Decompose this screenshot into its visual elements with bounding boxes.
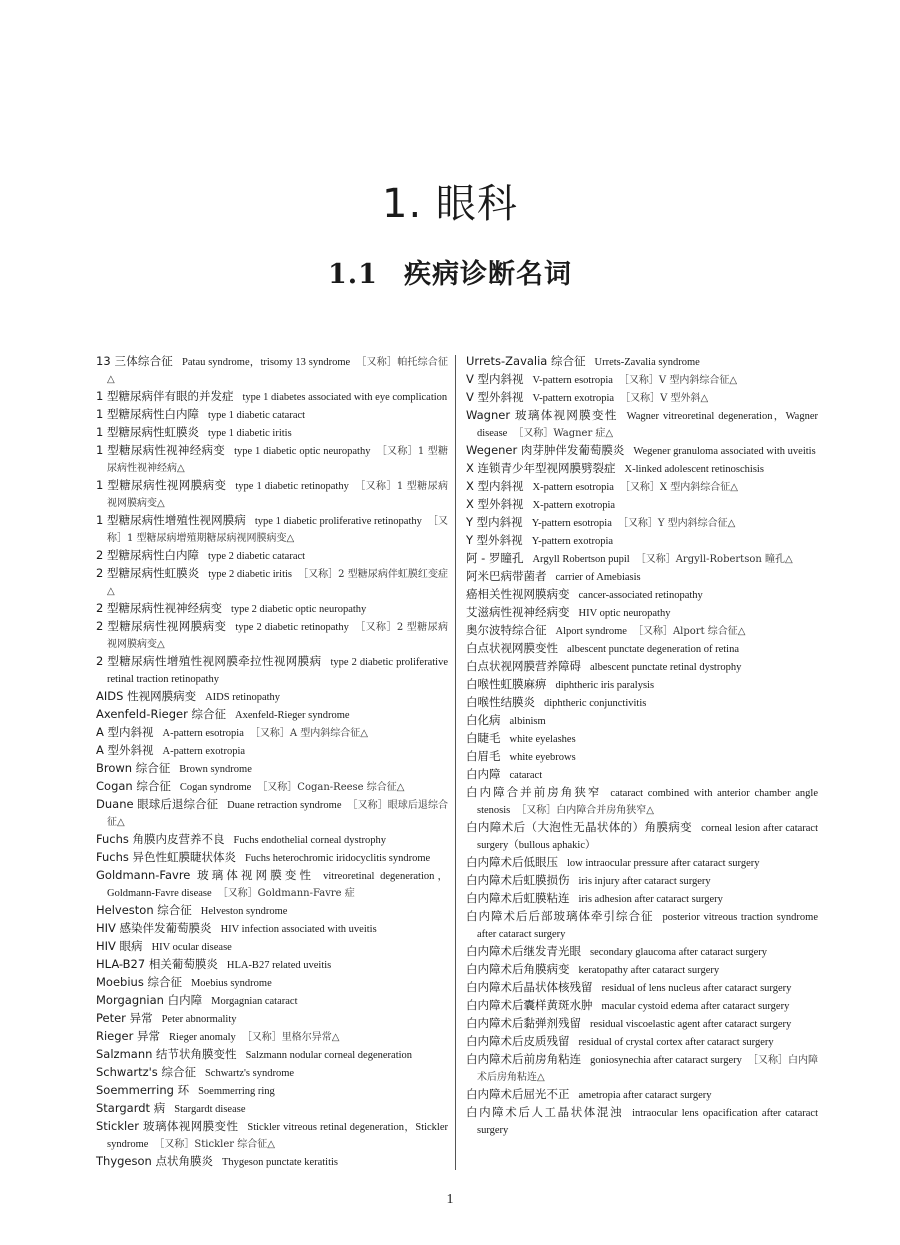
term-entry xyxy=(96,353,448,388)
term-alias: ［又称］帕托综合征△ xyxy=(107,357,449,385)
term-english: X-pattern exotropia xyxy=(532,500,616,511)
term-english: keratopathy after cataract surgery xyxy=(578,965,720,976)
term-chinese: 白内障术后虹膜粘连 xyxy=(466,891,570,905)
term-alias: ［又称］眼球后退综合征△ xyxy=(107,800,448,828)
term-chinese: 1 型糖尿病性增殖性视网膜病 xyxy=(96,513,246,527)
term-chinese: 奥尔波特综合征 xyxy=(466,623,547,637)
term-chinese: Fuchs 角膜内皮营养不良 xyxy=(96,832,225,846)
term-chinese: Thygeson 点状角膜炎 xyxy=(96,1154,213,1168)
term-english: type 2 diabetic cataract xyxy=(207,551,306,562)
term-chinese: 13 三体综合征 xyxy=(96,354,174,368)
term-alias: ［又称］Y 型内斜综合征△ xyxy=(617,518,736,529)
term-chinese: 2 型糖尿病性增殖性视网膜牵拉性视网膜病 xyxy=(96,654,322,668)
term-entry xyxy=(96,477,448,512)
term-chinese: 2 型糖尿病性视网膜病变 xyxy=(96,619,227,633)
term-chinese: 白内障术后黏弹剂残留 xyxy=(466,1016,581,1030)
term-english: Wegener granuloma associated with uveitis xyxy=(633,446,816,457)
term-entry xyxy=(466,854,818,872)
term-entry xyxy=(96,1100,448,1118)
term-entry xyxy=(96,688,448,706)
term-chinese: Helveston 综合征 xyxy=(96,903,192,917)
term-alias: ［又称］V 型外斜△ xyxy=(620,393,709,404)
term-english: goniosynechia after cataract surgery xyxy=(590,1055,742,1066)
term-alias: ［又称］X 型内斜综合征△ xyxy=(619,482,738,493)
term-english: type 2 diabetic retinopathy xyxy=(235,622,349,633)
term-alias: ［又称］Stickler 综合征△ xyxy=(154,1139,275,1150)
term-entry xyxy=(466,890,818,908)
term-chinese: HLA-B27 相关葡萄膜炎 xyxy=(96,957,218,971)
term-entry xyxy=(466,997,818,1015)
term-alias: ［又称］2 型糖尿病视网膜病变△ xyxy=(107,622,448,650)
term-english: HIV optic neuropathy xyxy=(578,608,671,619)
term-chinese: 1 型糖尿病性视神经病变 xyxy=(96,443,226,457)
term-alias: ［又称］里格尔异常△ xyxy=(241,1032,340,1043)
term-entry xyxy=(466,712,818,730)
term-entry xyxy=(466,1086,818,1104)
term-chinese: 白内障术后屈光不正 xyxy=(466,1087,570,1101)
term-chinese: 白化病 xyxy=(466,713,501,727)
term-entry xyxy=(466,1051,818,1086)
term-alias: ［又称］Argyll-Robertson 瞳孔△ xyxy=(635,554,793,565)
term-entry xyxy=(466,730,818,748)
term-entry xyxy=(96,653,448,688)
term-chinese: A 型外斜视 xyxy=(96,743,154,757)
term-entry xyxy=(96,442,448,477)
term-english: diphtheric iris paralysis xyxy=(555,680,655,691)
term-entry xyxy=(466,442,818,460)
term-chinese: 白睫毛 xyxy=(466,731,501,745)
term-english: Wagner vitreoretinal degeneration，Wagner disease xyxy=(477,411,818,439)
term-entry xyxy=(96,1046,448,1064)
term-english: A-pattern esotropia xyxy=(162,728,244,739)
term-entry xyxy=(466,658,818,676)
term-entry xyxy=(466,979,818,997)
term-chinese: 2 型糖尿病性白内障 xyxy=(96,548,199,562)
term-chinese: 2 型糖尿病性虹膜炎 xyxy=(96,566,200,580)
term-chinese: 2 型糖尿病性视神经病变 xyxy=(96,601,222,615)
term-entry xyxy=(96,1010,448,1028)
term-entry xyxy=(466,389,818,407)
term-entry xyxy=(96,1118,448,1153)
term-english: Schwartz's syndrome xyxy=(204,1068,295,1079)
term-entry xyxy=(96,618,448,653)
term-chinese: X 型外斜视 xyxy=(466,497,524,511)
term-chinese: 白内障术后继发青光眼 xyxy=(466,944,581,958)
term-entry xyxy=(96,724,448,742)
term-english: macular cystoid edema after cataract surgery xyxy=(601,1001,790,1012)
term-alias: ［又称］白内障术后房角粘连△ xyxy=(477,1055,819,1083)
term-english: type 1 diabetic iritis xyxy=(207,428,292,439)
term-entry xyxy=(96,406,448,424)
term-chinese: Y 型外斜视 xyxy=(466,533,523,547)
term-chinese: 白内障 xyxy=(466,767,501,781)
term-alias: ［又称］V 型内斜综合征△ xyxy=(618,375,738,386)
term-chinese: 阿 - 罗瞳孔 xyxy=(466,551,524,565)
term-chinese: Morgagnian 白内障 xyxy=(96,993,203,1007)
term-chinese: Fuchs 异色性虹膜睫状体炎 xyxy=(96,850,237,864)
term-chinese: 白喉性结膜炎 xyxy=(466,695,535,709)
term-english: X-linked adolescent retinoschisis xyxy=(624,464,764,475)
term-entry xyxy=(96,831,448,849)
term-chinese: Wegener 肉芽肿伴发葡萄膜炎 xyxy=(466,443,625,457)
term-chinese: Peter 异常 xyxy=(96,1011,153,1025)
term-english: cataract xyxy=(509,770,543,781)
term-entry xyxy=(96,920,448,938)
term-entry xyxy=(466,872,818,890)
term-english: Y-pattern exotropia xyxy=(531,536,614,547)
term-chinese: Goldmann-Favre 玻璃体视网膜变性 xyxy=(96,868,315,882)
term-entry xyxy=(96,956,448,974)
term-english: Argyll Robertson pupil xyxy=(532,554,630,565)
term-chinese: 白内障术后低眼压 xyxy=(466,855,558,869)
term-english: HIV ocular disease xyxy=(151,942,232,953)
term-english: corneal lesion after cataract surgery（bullous aphakic） xyxy=(477,823,819,851)
term-entry xyxy=(466,496,818,514)
term-chinese: V 型内斜视 xyxy=(466,372,524,386)
term-english: AIDS retinopathy xyxy=(205,692,281,703)
term-english: residual of lens nucleus after cataract surgery xyxy=(601,983,792,994)
term-english: Helveston syndrome xyxy=(200,906,288,917)
term-alias: ［又称］1 型糖尿病视网膜病变△ xyxy=(107,481,448,509)
term-chinese: 白内障术后人工晶状体混浊 xyxy=(466,1105,624,1119)
term-english: Y-pattern esotropia xyxy=(531,518,612,529)
term-english: albescent punctate retinal dystrophy xyxy=(590,662,742,673)
term-english: Urrets-Zavalia syndrome xyxy=(594,357,700,368)
term-entry xyxy=(466,622,818,640)
term-chinese: AIDS 性视网膜病变 xyxy=(96,689,197,703)
term-entry xyxy=(96,938,448,956)
term-entry xyxy=(466,353,818,371)
term-alias: ［又称］1 型糖尿病性视神经病△ xyxy=(107,446,448,474)
term-entry xyxy=(466,819,818,854)
term-entry xyxy=(466,371,818,389)
term-entry xyxy=(466,640,818,658)
term-entry xyxy=(96,565,448,600)
term-english: Morgagnian cataract xyxy=(211,996,298,1007)
term-chinese: Rieger 异常 xyxy=(96,1029,161,1043)
term-entry xyxy=(466,961,818,979)
term-english: type 1 diabetic retinopathy xyxy=(235,481,349,492)
term-english: Fuchs heterochromic iridocyclitis syndrome xyxy=(245,853,431,864)
term-entry xyxy=(466,478,818,496)
term-english: type 1 diabetic cataract xyxy=(207,410,306,421)
term-chinese: Stickler 玻璃体视网膜变性 xyxy=(96,1119,239,1133)
page-number: 1 xyxy=(446,1192,454,1207)
term-entry xyxy=(96,424,448,442)
term-english: Peter abnormality xyxy=(161,1014,237,1025)
term-english: Alport syndrome xyxy=(555,626,627,637)
term-entry xyxy=(96,388,448,406)
term-chinese: 1 型糖尿病性视网膜病变 xyxy=(96,478,227,492)
term-english: cataract combined with anterior chamber angle stenosis xyxy=(477,788,818,816)
term-english: Duane retraction syndrome xyxy=(227,800,342,811)
term-chinese: 白眉毛 xyxy=(466,749,501,763)
term-english: HLA-B27 related uveitis xyxy=(226,960,332,971)
term-english: posterior vitreous traction syndrome after cataract surgery xyxy=(477,912,819,940)
term-english: Rieger anomaly xyxy=(169,1032,236,1043)
term-chinese: V 型外斜视 xyxy=(466,390,524,404)
term-chinese: 白内障术后虹膜损伤 xyxy=(466,873,570,887)
term-chinese: 白内障术后（大泡性无晶状体的）角膜病变 xyxy=(466,820,693,834)
term-english: type 1 diabetic proliferative retinopathy xyxy=(254,516,422,527)
term-english: Salzmann nodular corneal degeneration xyxy=(245,1050,413,1061)
term-entry xyxy=(96,547,448,565)
left-column xyxy=(96,353,448,1171)
term-alias: ［又称］A 型内斜综合征△ xyxy=(249,728,368,739)
term-chinese: Cogan 综合征 xyxy=(96,779,171,793)
term-english: Brown syndrome xyxy=(179,764,252,775)
term-entry xyxy=(96,1082,448,1100)
section-title xyxy=(0,252,900,291)
term-chinese: Salzmann 结节状角膜变性 xyxy=(96,1047,237,1061)
term-entry xyxy=(96,992,448,1010)
term-chinese: Soemmerring 环 xyxy=(96,1083,190,1097)
term-entry xyxy=(96,778,448,796)
term-english: iris adhesion after cataract surgery xyxy=(578,894,723,905)
term-english: iris injury after cataract surgery xyxy=(578,876,711,887)
column-divider xyxy=(455,355,456,1170)
section-number: 1.1 xyxy=(328,259,378,291)
term-english: Moebius syndrome xyxy=(190,978,272,989)
term-english: A-pattern exotropia xyxy=(162,746,246,757)
term-english: Stickler vitreous retinal degeneration，Stickler syndrome xyxy=(107,1122,449,1150)
term-chinese: 白点状视网膜营养障碍 xyxy=(466,659,581,673)
term-english: type 2 diabetic iritis xyxy=(208,569,293,580)
term-entry xyxy=(96,849,448,867)
term-entry xyxy=(466,604,818,622)
term-chinese: Duane 眼球后退综合征 xyxy=(96,797,219,811)
term-english: secondary glaucoma after cataract surgery xyxy=(590,947,768,958)
term-chinese: 白内障术后晶状体核残留 xyxy=(466,980,593,994)
term-alias: ［又称］1 型糖尿病增殖期糖尿病视网膜病变△ xyxy=(107,516,448,544)
term-entry xyxy=(96,512,448,547)
term-chinese: Urrets-Zavalia 综合征 xyxy=(466,354,586,368)
term-entry xyxy=(96,796,448,831)
term-chinese: 白喉性虹膜麻痹 xyxy=(466,677,547,691)
term-english: V-pattern esotropia xyxy=(532,375,613,386)
term-entry xyxy=(466,532,818,550)
term-chinese: Brown 综合征 xyxy=(96,761,171,775)
term-english: intraocular lens opacification after cataract surgery xyxy=(477,1108,818,1136)
term-alias: ［又称］2 型糖尿病伴虹膜红变症△ xyxy=(107,569,448,597)
term-alias: ［又称］Wagner 症△ xyxy=(513,428,614,439)
term-entry xyxy=(466,586,818,604)
term-chinese: 白内障合并前房角狭窄 xyxy=(466,785,602,799)
term-entry xyxy=(96,902,448,920)
term-entry xyxy=(96,1028,448,1046)
term-english: low intraocular pressure after cataract surgery xyxy=(567,858,760,869)
term-alias: ［又称］Alport 综合征△ xyxy=(632,626,746,637)
term-chinese: 艾滋病性视神经病变 xyxy=(466,605,570,619)
term-entry xyxy=(466,766,818,784)
term-entry xyxy=(96,1064,448,1082)
term-entry xyxy=(96,742,448,760)
term-alias: ［又称］Cogan-Reese 综合征△ xyxy=(257,782,405,793)
term-english: V-pattern exotropia xyxy=(532,393,615,404)
term-entry xyxy=(466,784,818,819)
term-entry xyxy=(466,1033,818,1051)
term-entry xyxy=(96,600,448,618)
term-english: white eyebrows xyxy=(509,752,576,763)
term-chinese: X 型内斜视 xyxy=(466,479,524,493)
term-entry xyxy=(466,550,818,568)
term-chinese: 1 型糖尿病性白内障 xyxy=(96,407,199,421)
term-chinese: HIV 感染伴发葡萄膜炎 xyxy=(96,921,212,935)
term-english: cancer-associated retinopathy xyxy=(578,590,703,601)
term-chinese: Schwartz's 综合征 xyxy=(96,1065,196,1079)
term-chinese: Stargardt 病 xyxy=(96,1101,166,1115)
term-entry xyxy=(96,974,448,992)
term-english: white eyelashes xyxy=(509,734,576,745)
chapter-title: 1. 眼科 xyxy=(382,180,518,227)
term-entry xyxy=(466,1015,818,1033)
term-chinese: 1 型糖尿病伴有眼的并发症 xyxy=(96,389,234,403)
term-chinese: Y 型内斜视 xyxy=(466,515,523,529)
term-english: Soemmerring ring xyxy=(198,1086,275,1097)
term-entry xyxy=(466,407,818,442)
term-english: diphtheric conjunctivitis xyxy=(544,698,647,709)
term-english: Patau syndrome，trisomy 13 syndrome xyxy=(182,357,351,368)
term-english: albinism xyxy=(509,716,546,727)
term-chinese: 白点状视网膜变性 xyxy=(466,641,558,655)
term-entry xyxy=(466,943,818,961)
term-chinese: 白内障术后后部玻璃体牵引综合征 xyxy=(466,909,654,923)
term-chinese: HIV 眼病 xyxy=(96,939,143,953)
term-alias: ［又称］Goldmann-Favre 症 xyxy=(217,888,355,899)
term-chinese: 白内障术后囊样黄斑水肿 xyxy=(466,998,593,1012)
term-english: type 2 diabetic proliferative retinal traction retinopathy xyxy=(107,657,448,685)
term-entry xyxy=(466,568,818,586)
term-entry xyxy=(466,748,818,766)
term-entry xyxy=(466,514,818,532)
term-english: residual of crystal cortex after cataract surgery xyxy=(578,1037,774,1048)
term-english: Thygeson punctate keratitis xyxy=(221,1157,339,1168)
term-entry xyxy=(96,760,448,778)
term-english: type 2 diabetic optic neuropathy xyxy=(230,604,367,615)
term-entry xyxy=(466,460,818,478)
term-english: type 1 diabetes associated with eye complication xyxy=(242,392,448,403)
term-chinese: 1 型糖尿病性虹膜炎 xyxy=(96,425,199,439)
term-english: Stargardt disease xyxy=(174,1104,246,1115)
term-english: ametropia after cataract surgery xyxy=(578,1090,712,1101)
term-chinese: A 型内斜视 xyxy=(96,725,154,739)
term-english: HIV infection associated with uveitis xyxy=(220,924,377,935)
term-chinese: 阿米巴病带菌者 xyxy=(466,569,547,583)
term-entry xyxy=(96,706,448,724)
term-entry xyxy=(96,1153,448,1171)
term-entry xyxy=(466,676,818,694)
term-english: albescent punctate degeneration of retina xyxy=(567,644,739,655)
term-entry xyxy=(466,1104,818,1139)
term-chinese: X 连锁青少年型视网膜劈裂症 xyxy=(466,461,616,475)
term-chinese: Wagner 玻璃体视网膜变性 xyxy=(466,408,618,422)
term-chinese: Moebius 综合征 xyxy=(96,975,182,989)
term-chinese: 白内障术后角膜病变 xyxy=(466,962,570,976)
term-english: type 1 diabetic optic neuropathy xyxy=(234,446,371,457)
term-chinese: 癌相关性视网膜病变 xyxy=(466,587,570,601)
term-english: Fuchs endothelial corneal dystrophy xyxy=(233,835,387,846)
right-column xyxy=(466,353,818,1139)
term-entry xyxy=(466,694,818,712)
term-chinese: Axenfeld-Rieger 综合征 xyxy=(96,707,226,721)
term-english: vitreoretinal degeneration，Goldmann-Favre disease xyxy=(107,871,448,899)
term-english: Cogan syndrome xyxy=(179,782,252,793)
term-chinese: 白内障术后皮质残留 xyxy=(466,1034,570,1048)
term-english: residual viscoelastic agent after cataract surgery xyxy=(590,1019,792,1030)
section-heading: 疾病诊断名词 xyxy=(403,259,572,291)
term-alias: ［又称］白内障合并房角狭窄△ xyxy=(516,805,654,816)
term-entry xyxy=(96,867,448,902)
term-entry xyxy=(466,908,818,943)
term-chinese: 白内障术后前房角粘连 xyxy=(466,1052,582,1066)
term-english: Axenfeld-Rieger syndrome xyxy=(234,710,350,721)
term-english: X-pattern esotropia xyxy=(532,482,614,493)
term-english: carrier of Amebiasis xyxy=(555,572,641,583)
